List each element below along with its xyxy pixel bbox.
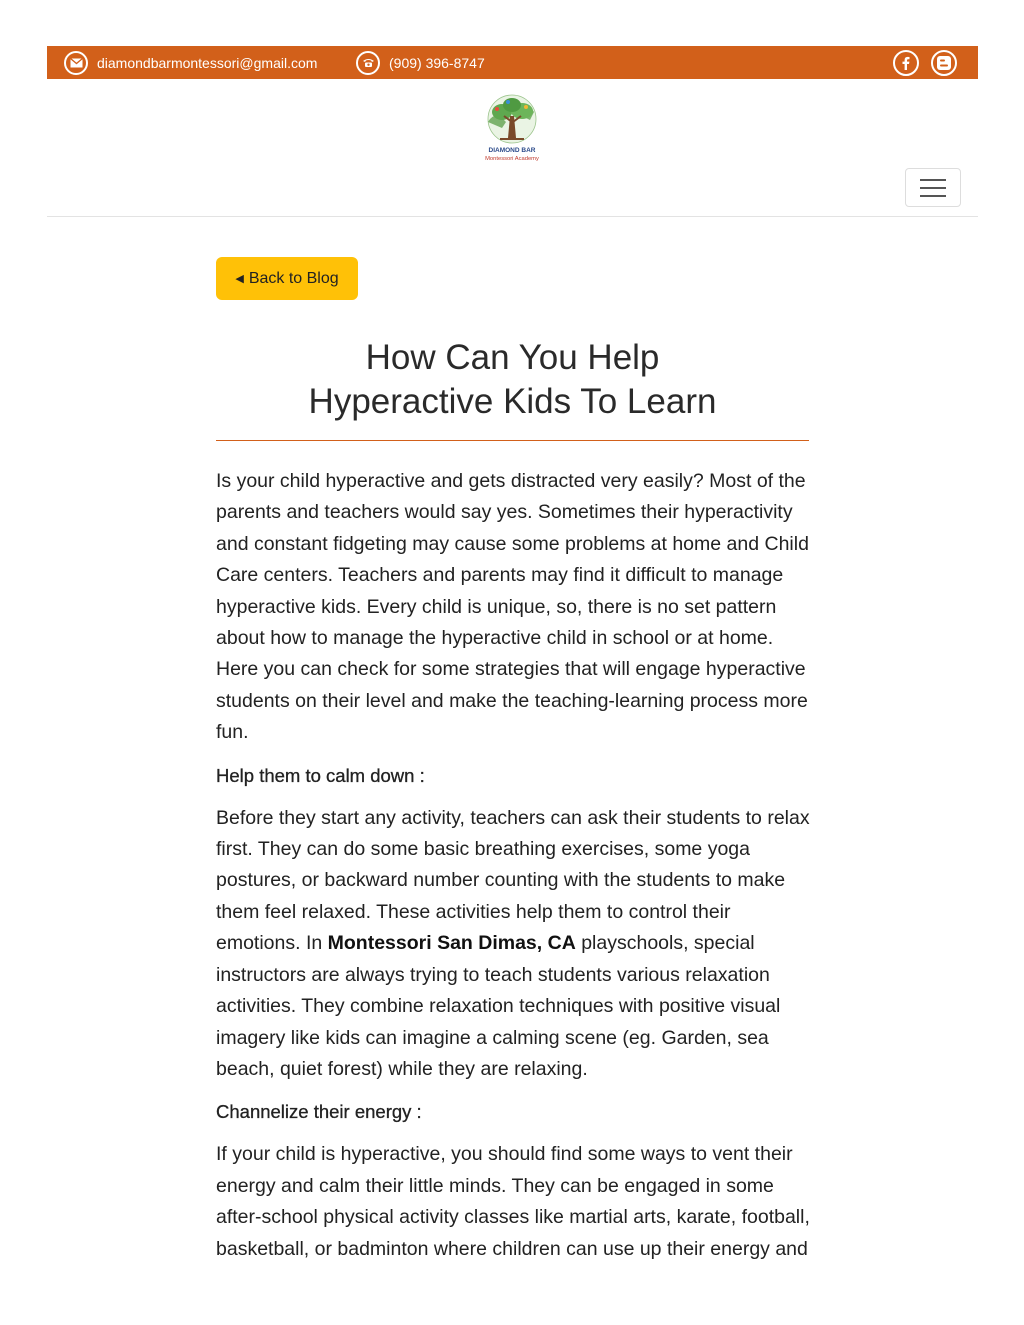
logo-bottom-text: Montessori Academy [485, 156, 539, 162]
hamburger-menu-icon[interactable] [905, 168, 961, 207]
calm-text-before: Before they start any activity, teachers can ask their students to relax first. They can do some basic breathing exercises, some yoga postures, or backward number counting with the students to make them feel relaxed. These activities help them to control their emotions. In [216, 806, 810, 955]
social-links [893, 50, 957, 76]
top-contact-bar [47, 46, 978, 79]
site-logo[interactable] [480, 92, 544, 164]
header-divider [47, 216, 978, 217]
title-line-2: Hyperactive Kids To Learn [308, 382, 717, 421]
intro-paragraph: Is your child hyperactive and gets distracted very easily? Most of the parents and teachers would say yes. Sometimes their hyperactivity and constant fidgeting may cause some problems at home and Child Care centers. Teachers and parents may find it difficult to manage hyperactive kids. Every child is unique, so, there is no set pattern about how to manage the hyperactive child in school or at home. Here you can check for some strategies that will engage hyperactive students on their level and make the teaching-learning process more fun. [216, 470, 809, 744]
title-divider [216, 440, 809, 441]
calm-paragraph [216, 803, 816, 1086]
article-title [216, 336, 809, 424]
menu-bar [920, 187, 946, 189]
logo-top-text: DIAMOND BAR [488, 147, 536, 154]
menu-bar [920, 179, 946, 181]
back-to-blog-label: Back to Blog [248, 269, 339, 287]
phone-icon [356, 51, 380, 75]
blogger-icon[interactable] [931, 50, 957, 76]
menu-bar [920, 195, 946, 197]
back-to-blog-button[interactable] [216, 257, 358, 300]
calm-text-after: playschools, special instructors are always trying to teach students various relaxation activities. They combine relaxation techniques with positive visual imagery like kids can imagine a calming scene (eg. Garden, sea beach, quiet forest) while they are relaxing. [216, 932, 781, 1080]
facebook-icon[interactable] [893, 50, 919, 76]
energy-paragraph: If your child is hyperactive, you should find some ways to vent their energy and calm their little minds. They can be engaged in some after-school physical activity classes like martial arts, karate, football, basketball, or badminton where children can use up their energy and [216, 1143, 810, 1260]
article-body [216, 466, 816, 1265]
email-text[interactable]: diamondbarmontessori@gmail.com [97, 54, 318, 71]
section-heading-energy: Channelize their energy : [216, 1101, 422, 1123]
phone-contact[interactable] [356, 46, 485, 79]
envelope-icon [64, 51, 88, 75]
title-line-1: How Can You Help [365, 338, 660, 377]
montessori-san-dimas-link[interactable]: Montessori San Dimas, CA [327, 932, 576, 955]
caret-left-icon: ◀ [235, 273, 244, 285]
email-contact[interactable] [64, 46, 317, 79]
phone-text[interactable]: (909) 396-8747 [389, 54, 485, 71]
section-heading-calm: Help them to calm down : [216, 764, 425, 786]
